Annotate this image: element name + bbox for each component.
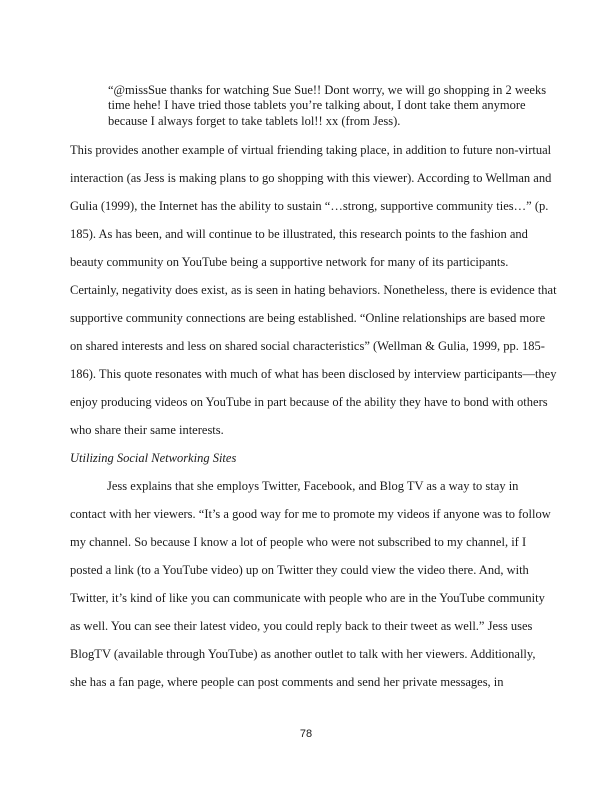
block-quote: [108, 83, 548, 129]
paragraph-2-line: as well. You can see their latest video, you could reply back to their tweet as well.” Jess uses: [70, 619, 533, 633]
quote-line: because I always forget to take tablets lol!! xx (from Jess).: [108, 113, 401, 128]
paragraph-1-line: enjoy producing videos on YouTube in part because of the ability they have to bond with others: [70, 395, 548, 409]
paragraph-1-line: supportive community connections are being established. “Online relationships are based more: [70, 311, 546, 325]
paragraph-2-line: posted a link (to a YouTube video) up on Twitter they could view the video there. And, with: [70, 563, 529, 577]
body-text: [70, 136, 557, 696]
paragraph-1-line: 186). This quote resonates with much of what has been disclosed by interview participants—they: [70, 367, 557, 381]
paragraph-2-line: Twitter, it’s kind of like you can communicate with people who are in the YouTube community: [70, 591, 545, 605]
paragraph-2-line: Jess explains that she employs Twitter, Facebook, and Blog TV as a way to stay in: [107, 479, 519, 493]
paragraph-1-line: on shared interests and less on shared social characteristics” (Wellman & Gulia, 1999, pp. 185-: [70, 339, 545, 353]
paragraph-1-line: 185). As has been, and will continue to be illustrated, this research points to the fashion and: [70, 227, 528, 241]
paragraph-2-line: BlogTV (available through YouTube) as another outlet to talk with her viewers. Additionally,: [70, 647, 536, 661]
paragraph-2-line: contact with her viewers. “It’s a good way for me to promote my videos if anyone was to follow: [70, 507, 551, 521]
page-number: 78: [299, 728, 313, 740]
section-heading: Utilizing Social Networking Sites: [70, 451, 237, 465]
quote-line: “@missSue thanks for watching Sue Sue!! Dont worry, we will go shopping in 2 weeks: [108, 83, 547, 97]
paragraph-2-line: my channel. So because I know a lot of people who were not subscribed to my channel, if I: [70, 535, 527, 549]
paragraph-1-line: interaction (as Jess is making plans to go shopping with this viewer). According to Wellman and: [70, 171, 552, 185]
paragraph-1-line: Certainly, negativity does exist, as is seen in hating behaviors. Nonetheless, there is evidence that: [70, 283, 557, 297]
paragraph-1-line: This provides another example of virtual friending taking place, in addition to future non-virtual: [70, 143, 552, 157]
paragraph-1-line: beauty community on YouTube being a supportive network for many of its participants.: [70, 255, 509, 269]
quote-line: time hehe! I have tried those tablets you’re talking about, I dont take them anymore: [108, 98, 526, 113]
paragraph-1-line: who share their same interests.: [70, 423, 224, 437]
paragraph-2-line: she has a fan page, where people can post comments and send her private messages, in: [70, 675, 504, 689]
paragraph-1-line: Gulia (1999), the Internet has the ability to sustain “…strong, supportive community ties…” (p.: [70, 199, 549, 213]
